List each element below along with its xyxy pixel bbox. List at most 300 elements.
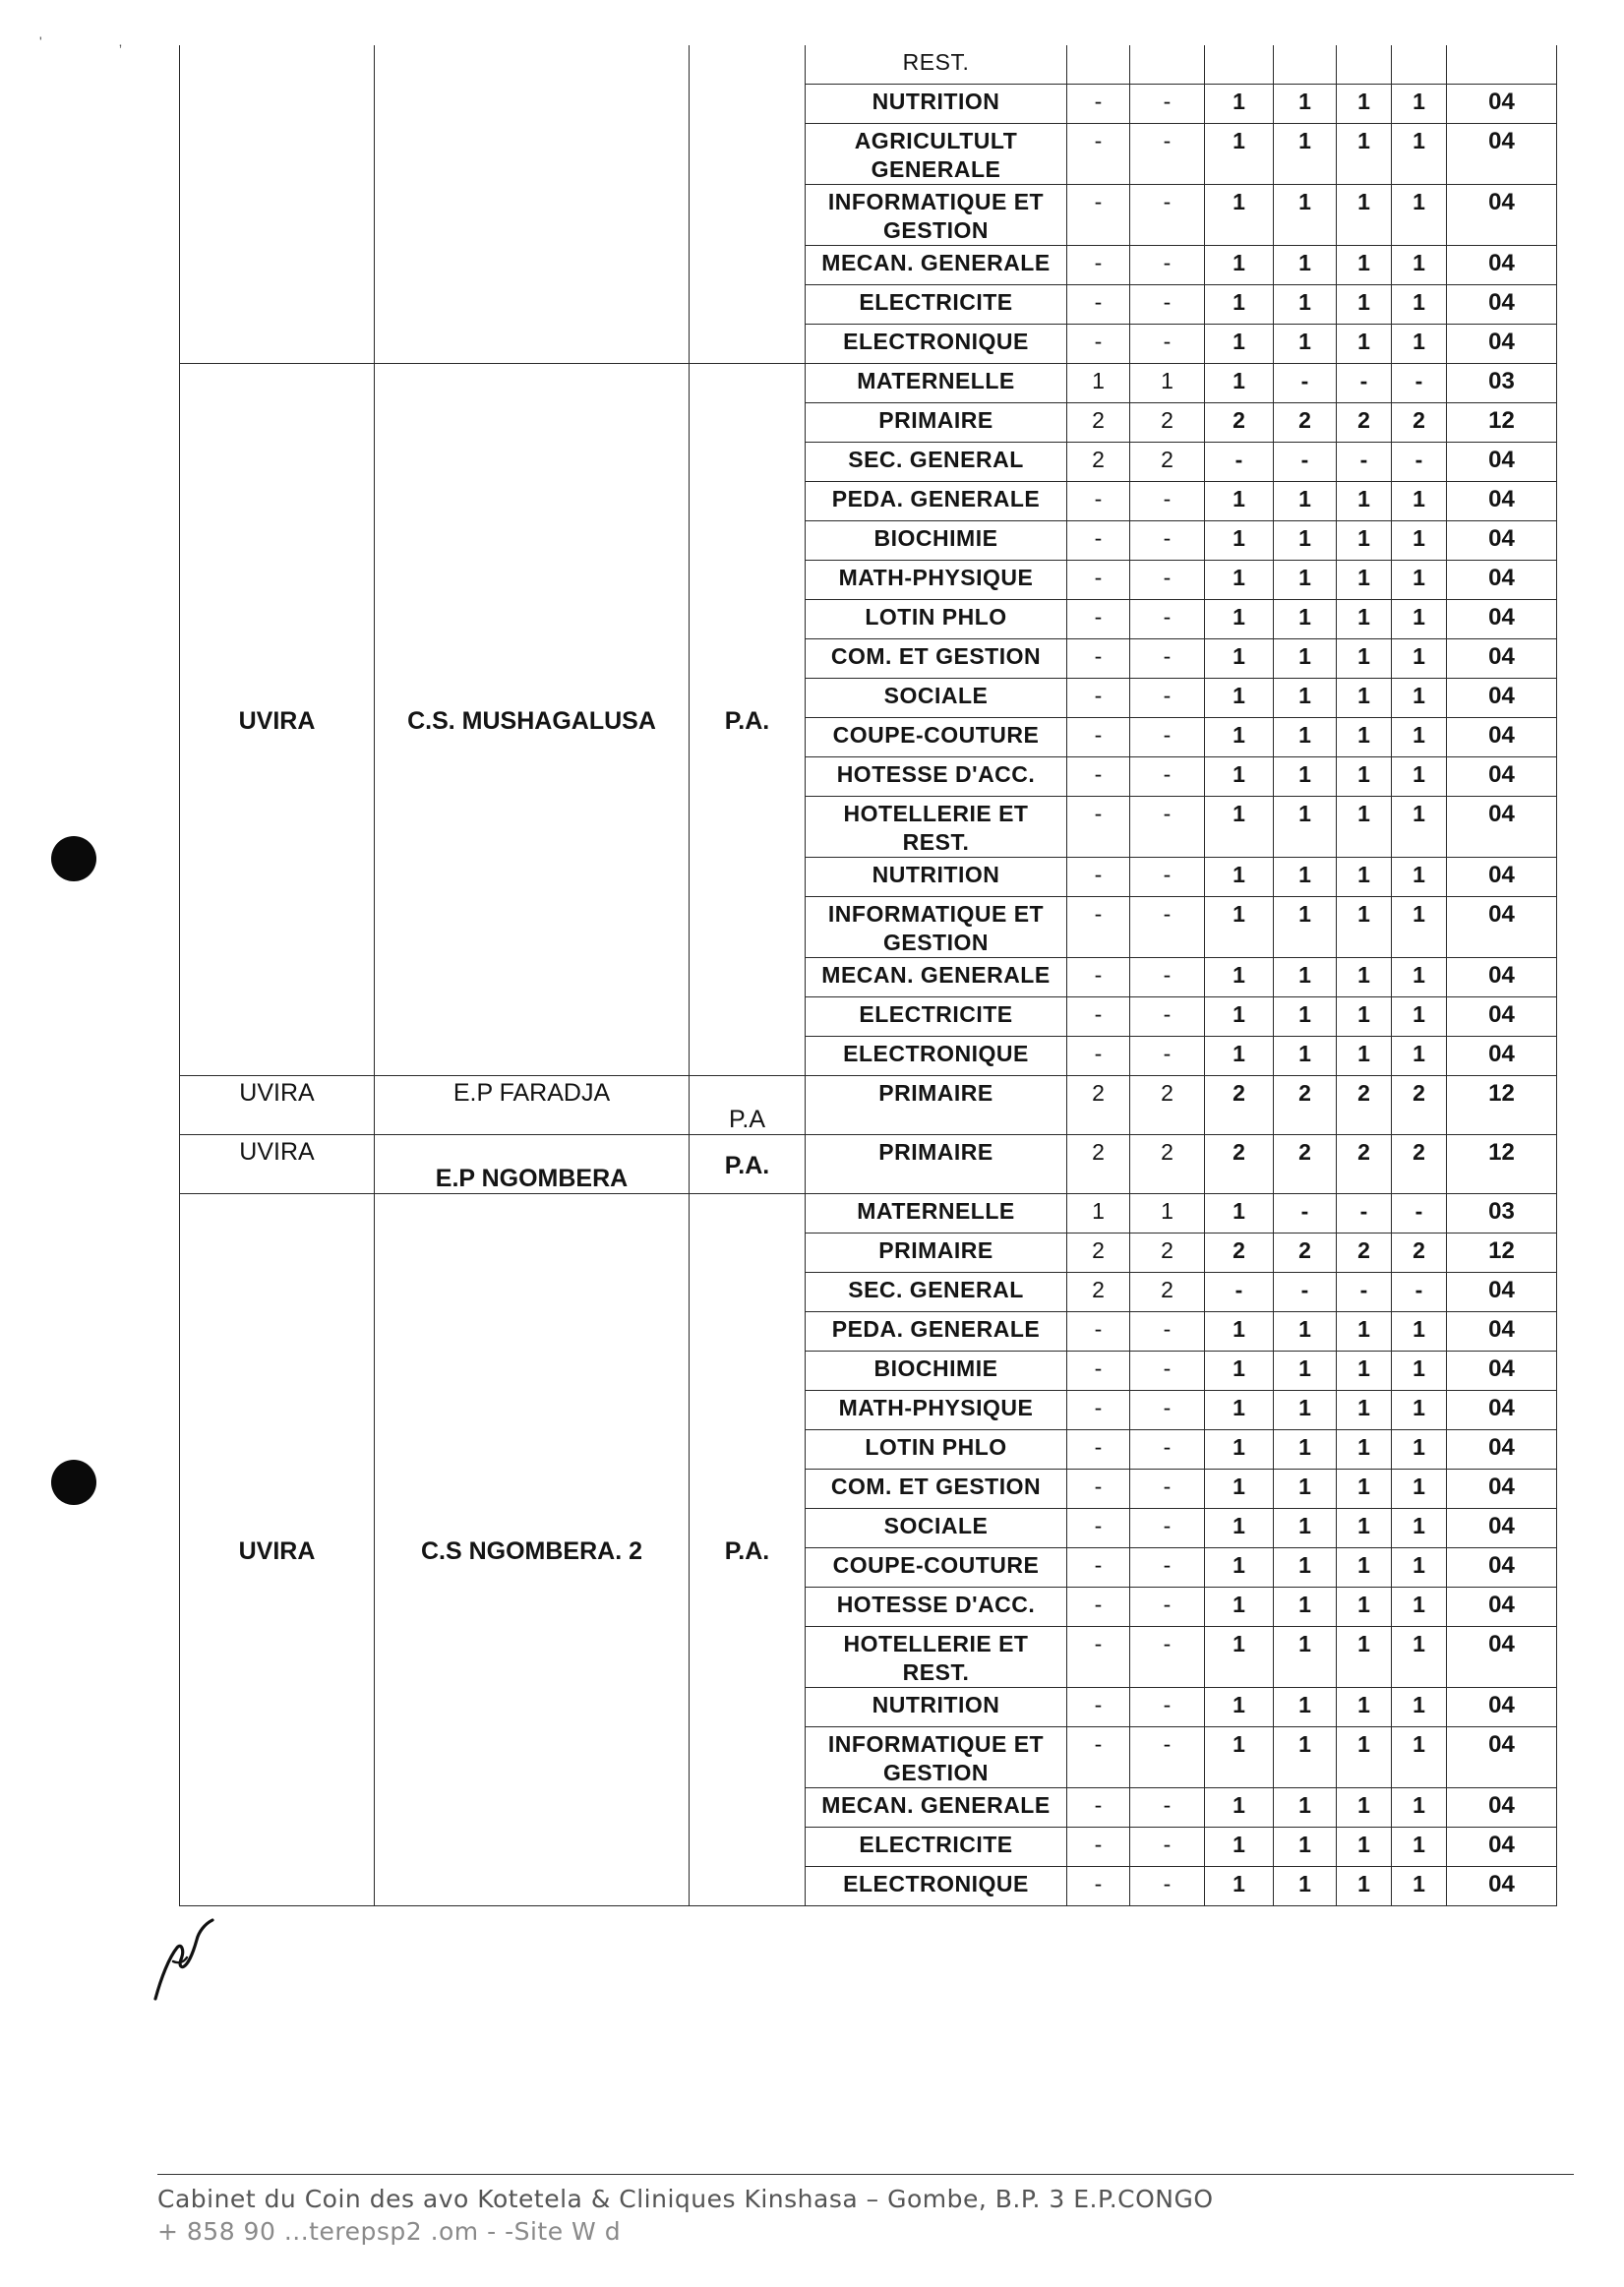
count-cell-c6: 1 xyxy=(1392,1548,1447,1588)
count-cell-c5: - xyxy=(1337,1194,1392,1234)
count-cell-c3: 1 xyxy=(1205,185,1274,246)
option-cell-continued: REST. xyxy=(806,45,1067,85)
count-cell-c3: 1 xyxy=(1205,639,1274,679)
count-cell-c5: 1 xyxy=(1337,1627,1392,1688)
count-cell-c2: 1 xyxy=(1130,364,1205,403)
count-cell-c4: - xyxy=(1274,1273,1337,1312)
region-cell-continued xyxy=(180,45,375,364)
count-cell-c2: - xyxy=(1130,858,1205,897)
count-cell-c6: 1 xyxy=(1392,997,1447,1037)
count-cell-c1: 2 xyxy=(1067,1076,1130,1135)
count-cell-c2: - xyxy=(1130,1788,1205,1828)
count-cell-c4: 1 xyxy=(1274,1548,1337,1588)
count-cell-c1: 1 xyxy=(1067,364,1130,403)
table-row xyxy=(180,1194,1557,1234)
count-cell-c1: 2 xyxy=(1067,1234,1130,1273)
count-cell-c3: 1 xyxy=(1205,897,1274,958)
count-cell-c6: 1 xyxy=(1392,1688,1447,1727)
school-cell: E.P NGOMBERA xyxy=(375,1135,690,1194)
count-cell-c1: - xyxy=(1067,85,1130,124)
count-cell-c5: 1 xyxy=(1337,1430,1392,1470)
count-cell-c1: - xyxy=(1067,639,1130,679)
count-cell-c2: - xyxy=(1130,1627,1205,1688)
count-cell-c5: 2 xyxy=(1337,1076,1392,1135)
count-cell-c3: 1 xyxy=(1205,1627,1274,1688)
region-cell: UVIRA xyxy=(180,1076,375,1135)
total-cell: 04 xyxy=(1447,124,1557,185)
count-cell-c4: 1 xyxy=(1274,1627,1337,1688)
count-cell-c4: 1 xyxy=(1274,797,1337,858)
type-cell: P.A. xyxy=(690,1135,806,1194)
count-cell-c4: 1 xyxy=(1274,185,1337,246)
count-cell-c2: 2 xyxy=(1130,443,1205,482)
count-cell-c4: 1 xyxy=(1274,1352,1337,1391)
count-cell-c3: 1 xyxy=(1205,1352,1274,1391)
table-row xyxy=(180,1076,1557,1135)
total-cell: 04 xyxy=(1447,1352,1557,1391)
count-cell-c5: 1 xyxy=(1337,958,1392,997)
count-cell-c4: 1 xyxy=(1274,639,1337,679)
count-cell-c5: 1 xyxy=(1337,679,1392,718)
empty-cell xyxy=(1274,45,1337,85)
count-cell-c4: 2 xyxy=(1274,1135,1337,1194)
count-cell-c6: 1 xyxy=(1392,1470,1447,1509)
count-cell-c4: 1 xyxy=(1274,897,1337,958)
count-cell-c3: 1 xyxy=(1205,858,1274,897)
count-cell-c3: 1 xyxy=(1205,1788,1274,1828)
count-cell-c5: 1 xyxy=(1337,757,1392,797)
count-cell-c3: 1 xyxy=(1205,1828,1274,1867)
staffing-table xyxy=(179,45,1557,1906)
count-cell-c1: - xyxy=(1067,521,1130,561)
count-cell-c1: - xyxy=(1067,600,1130,639)
option-cell: ELECTRICITE xyxy=(806,1828,1067,1867)
count-cell-c2: - xyxy=(1130,285,1205,325)
option-cell: BIOCHIMIE xyxy=(806,1352,1067,1391)
count-cell-c6: 1 xyxy=(1392,639,1447,679)
count-cell-c5: 1 xyxy=(1337,897,1392,958)
count-cell-c1: - xyxy=(1067,1688,1130,1727)
total-cell: 04 xyxy=(1447,1391,1557,1430)
count-cell-c2: - xyxy=(1130,1470,1205,1509)
option-cell: SOCIALE xyxy=(806,1509,1067,1548)
count-cell-c5: 1 xyxy=(1337,1509,1392,1548)
count-cell-c3: 1 xyxy=(1205,997,1274,1037)
option-cell: NUTRITION xyxy=(806,85,1067,124)
count-cell-c1: - xyxy=(1067,1509,1130,1548)
count-cell-c2: - xyxy=(1130,1548,1205,1588)
count-cell-c3: 1 xyxy=(1205,124,1274,185)
count-cell-c3: 1 xyxy=(1205,285,1274,325)
count-cell-c3: 1 xyxy=(1205,718,1274,757)
count-cell-c6: 1 xyxy=(1392,85,1447,124)
count-cell-c5: - xyxy=(1337,443,1392,482)
count-cell-c5: 1 xyxy=(1337,1391,1392,1430)
table-row xyxy=(180,1135,1557,1194)
count-cell-c5: 1 xyxy=(1337,639,1392,679)
option-cell: SEC. GENERAL xyxy=(806,1273,1067,1312)
count-cell-c4: 1 xyxy=(1274,1867,1337,1906)
count-cell-c5: 1 xyxy=(1337,600,1392,639)
count-cell-c5: 1 xyxy=(1337,1037,1392,1076)
count-cell-c6: 1 xyxy=(1392,482,1447,521)
count-cell-c5: 1 xyxy=(1337,246,1392,285)
count-cell-c3: 1 xyxy=(1205,958,1274,997)
total-cell: 12 xyxy=(1447,1076,1557,1135)
option-cell: PRIMAIRE xyxy=(806,1076,1067,1135)
empty-cell xyxy=(1337,45,1392,85)
option-cell: HOTELLERIE ET REST. xyxy=(806,1627,1067,1688)
count-cell-c1: 2 xyxy=(1067,1135,1130,1194)
count-cell-c5: 1 xyxy=(1337,1470,1392,1509)
count-cell-c3: 1 xyxy=(1205,1548,1274,1588)
count-cell-c1: - xyxy=(1067,124,1130,185)
count-cell-c1: - xyxy=(1067,1788,1130,1828)
count-cell-c1: - xyxy=(1067,325,1130,364)
option-cell: MECAN. GENERALE xyxy=(806,958,1067,997)
option-cell: INFORMATIQUE ET GESTION xyxy=(806,1727,1067,1788)
count-cell-c1: - xyxy=(1067,997,1130,1037)
total-cell: 04 xyxy=(1447,797,1557,858)
count-cell-c3: 1 xyxy=(1205,482,1274,521)
count-cell-c4: 1 xyxy=(1274,757,1337,797)
count-cell-c4: 2 xyxy=(1274,403,1337,443)
table-body xyxy=(180,45,1557,1906)
option-cell: SOCIALE xyxy=(806,679,1067,718)
count-cell-c3: 2 xyxy=(1205,1234,1274,1273)
count-cell-c1: - xyxy=(1067,246,1130,285)
count-cell-c4: 1 xyxy=(1274,285,1337,325)
count-cell-c6: - xyxy=(1392,443,1447,482)
total-cell: 04 xyxy=(1447,897,1557,958)
count-cell-c3: 1 xyxy=(1205,679,1274,718)
count-cell-c3: 1 xyxy=(1205,600,1274,639)
count-cell-c2: - xyxy=(1130,1430,1205,1470)
count-cell-c6: 1 xyxy=(1392,1312,1447,1352)
count-cell-c2: - xyxy=(1130,246,1205,285)
option-cell: COM. ET GESTION xyxy=(806,639,1067,679)
count-cell-c1: - xyxy=(1067,1391,1130,1430)
region-cell: UVIRA xyxy=(180,1194,375,1906)
count-cell-c5: 1 xyxy=(1337,124,1392,185)
option-cell: ELECTRICITE xyxy=(806,285,1067,325)
count-cell-c2: - xyxy=(1130,997,1205,1037)
count-cell-c2: - xyxy=(1130,1727,1205,1788)
count-cell-c5: 1 xyxy=(1337,1312,1392,1352)
count-cell-c3: 1 xyxy=(1205,1037,1274,1076)
count-cell-c5: 1 xyxy=(1337,718,1392,757)
count-cell-c4: 1 xyxy=(1274,1037,1337,1076)
empty-cell xyxy=(1067,45,1130,85)
total-cell: 12 xyxy=(1447,403,1557,443)
count-cell-c6: 1 xyxy=(1392,1391,1447,1430)
count-cell-c6: 1 xyxy=(1392,797,1447,858)
school-cell: C.S. MUSHAGALUSA xyxy=(375,364,690,1076)
signature-mark xyxy=(148,1918,226,2007)
count-cell-c2: - xyxy=(1130,185,1205,246)
count-cell-c1: - xyxy=(1067,561,1130,600)
count-cell-c3: 1 xyxy=(1205,1509,1274,1548)
count-cell-c2: 2 xyxy=(1130,1273,1205,1312)
count-cell-c5: 1 xyxy=(1337,1548,1392,1588)
count-cell-c2: - xyxy=(1130,85,1205,124)
type-cell-continued xyxy=(690,45,806,364)
option-cell: MATH-PHYSIQUE xyxy=(806,561,1067,600)
total-cell: 04 xyxy=(1447,958,1557,997)
total-cell: 04 xyxy=(1447,561,1557,600)
count-cell-c1: - xyxy=(1067,1312,1130,1352)
count-cell-c4: - xyxy=(1274,364,1337,403)
option-cell: NUTRITION xyxy=(806,1688,1067,1727)
total-cell: 04 xyxy=(1447,1430,1557,1470)
option-cell: ELECTRONIQUE xyxy=(806,1037,1067,1076)
count-cell-c1: - xyxy=(1067,858,1130,897)
option-cell: PEDA. GENERALE xyxy=(806,482,1067,521)
count-cell-c6: 1 xyxy=(1392,718,1447,757)
count-cell-c5: 1 xyxy=(1337,85,1392,124)
region-cell: UVIRA xyxy=(180,364,375,1076)
count-cell-c2: - xyxy=(1130,1867,1205,1906)
empty-cell xyxy=(1130,45,1205,85)
total-cell: 04 xyxy=(1447,1727,1557,1788)
option-cell: PRIMAIRE xyxy=(806,403,1067,443)
count-cell-c2: - xyxy=(1130,482,1205,521)
count-cell-c2: - xyxy=(1130,1509,1205,1548)
count-cell-c4: 1 xyxy=(1274,958,1337,997)
option-cell: MATERNELLE xyxy=(806,364,1067,403)
empty-cell xyxy=(1392,45,1447,85)
count-cell-c1: - xyxy=(1067,1037,1130,1076)
count-cell-c6: 1 xyxy=(1392,600,1447,639)
count-cell-c2: - xyxy=(1130,1828,1205,1867)
total-cell: 03 xyxy=(1447,364,1557,403)
total-cell: 04 xyxy=(1447,858,1557,897)
count-cell-c3: 1 xyxy=(1205,364,1274,403)
total-cell: 04 xyxy=(1447,85,1557,124)
count-cell-c4: 1 xyxy=(1274,1312,1337,1352)
count-cell-c6: 1 xyxy=(1392,325,1447,364)
count-cell-c1: - xyxy=(1067,679,1130,718)
count-cell-c1: - xyxy=(1067,1430,1130,1470)
count-cell-c6: 2 xyxy=(1392,1234,1447,1273)
total-cell: 04 xyxy=(1447,482,1557,521)
option-cell: BIOCHIMIE xyxy=(806,521,1067,561)
count-cell-c2: - xyxy=(1130,797,1205,858)
total-cell: 04 xyxy=(1447,600,1557,639)
count-cell-c4: 1 xyxy=(1274,679,1337,718)
count-cell-c2: - xyxy=(1130,521,1205,561)
count-cell-c6: 1 xyxy=(1392,561,1447,600)
count-cell-c1: 2 xyxy=(1067,403,1130,443)
count-cell-c2: - xyxy=(1130,561,1205,600)
count-cell-c2: - xyxy=(1130,600,1205,639)
count-cell-c1: - xyxy=(1067,958,1130,997)
count-cell-c2: - xyxy=(1130,1312,1205,1352)
count-cell-c4: 1 xyxy=(1274,561,1337,600)
total-cell: 04 xyxy=(1447,757,1557,797)
type-cell: P.A. xyxy=(690,1194,806,1906)
count-cell-c4: 1 xyxy=(1274,600,1337,639)
count-cell-c3: 1 xyxy=(1205,325,1274,364)
total-cell: 04 xyxy=(1447,443,1557,482)
school-cell-continued xyxy=(375,45,690,364)
table-row xyxy=(180,45,1557,85)
count-cell-c6: 1 xyxy=(1392,757,1447,797)
count-cell-c4: 1 xyxy=(1274,325,1337,364)
count-cell-c2: - xyxy=(1130,325,1205,364)
count-cell-c1: 1 xyxy=(1067,1194,1130,1234)
count-cell-c6: 2 xyxy=(1392,1135,1447,1194)
count-cell-c4: 1 xyxy=(1274,1788,1337,1828)
count-cell-c6: 1 xyxy=(1392,285,1447,325)
count-cell-c4: 1 xyxy=(1274,1828,1337,1867)
count-cell-c3: - xyxy=(1205,443,1274,482)
count-cell-c5: 1 xyxy=(1337,482,1392,521)
option-cell: LOTIN PHLO xyxy=(806,600,1067,639)
count-cell-c2: 1 xyxy=(1130,1194,1205,1234)
count-cell-c6: 1 xyxy=(1392,1727,1447,1788)
total-cell: 04 xyxy=(1447,246,1557,285)
count-cell-c4: 1 xyxy=(1274,246,1337,285)
count-cell-c2: - xyxy=(1130,718,1205,757)
footer-line-2: + 858 90 ...terepsp2 .om - -Site W d xyxy=(157,2217,622,2246)
count-cell-c6: 1 xyxy=(1392,1352,1447,1391)
count-cell-c4: - xyxy=(1274,1194,1337,1234)
count-cell-c6: 1 xyxy=(1392,858,1447,897)
count-cell-c6: 1 xyxy=(1392,679,1447,718)
option-cell: INFORMATIQUE ET GESTION xyxy=(806,185,1067,246)
count-cell-c5: 1 xyxy=(1337,997,1392,1037)
count-cell-c4: 2 xyxy=(1274,1234,1337,1273)
total-cell: 04 xyxy=(1447,285,1557,325)
count-cell-c1: - xyxy=(1067,185,1130,246)
count-cell-c1: 2 xyxy=(1067,443,1130,482)
count-cell-c1: - xyxy=(1067,482,1130,521)
count-cell-c2: - xyxy=(1130,897,1205,958)
total-cell: 04 xyxy=(1447,1788,1557,1828)
count-cell-c1: - xyxy=(1067,1867,1130,1906)
option-cell: INFORMATIQUE ET GESTION xyxy=(806,897,1067,958)
count-cell-c6: - xyxy=(1392,1273,1447,1312)
option-cell: PRIMAIRE xyxy=(806,1135,1067,1194)
count-cell-c3: 1 xyxy=(1205,757,1274,797)
count-cell-c5: 2 xyxy=(1337,1135,1392,1194)
count-cell-c1: - xyxy=(1067,1470,1130,1509)
count-cell-c5: 1 xyxy=(1337,1688,1392,1727)
count-cell-c6: 1 xyxy=(1392,124,1447,185)
count-cell-c3: 1 xyxy=(1205,1470,1274,1509)
count-cell-c5: - xyxy=(1337,364,1392,403)
count-cell-c2: - xyxy=(1130,1588,1205,1627)
count-cell-c5: - xyxy=(1337,1273,1392,1312)
total-cell: 04 xyxy=(1447,1588,1557,1627)
total-cell: 04 xyxy=(1447,679,1557,718)
school-cell: C.S NGOMBERA. 2 xyxy=(375,1194,690,1906)
count-cell-c4: 1 xyxy=(1274,997,1337,1037)
school-cell: E.P FARADJA xyxy=(375,1076,690,1135)
count-cell-c6: 1 xyxy=(1392,1430,1447,1470)
count-cell-c3: 2 xyxy=(1205,403,1274,443)
count-cell-c1: - xyxy=(1067,718,1130,757)
count-cell-c1: - xyxy=(1067,757,1130,797)
count-cell-c3: 1 xyxy=(1205,797,1274,858)
count-cell-c5: 1 xyxy=(1337,797,1392,858)
table-row xyxy=(180,364,1557,403)
total-cell: 04 xyxy=(1447,1627,1557,1688)
count-cell-c3: 1 xyxy=(1205,1194,1274,1234)
count-cell-c4: 2 xyxy=(1274,1076,1337,1135)
option-cell: MECAN. GENERALE xyxy=(806,1788,1067,1828)
count-cell-c4: 1 xyxy=(1274,1588,1337,1627)
total-cell: 12 xyxy=(1447,1135,1557,1194)
total-cell: 04 xyxy=(1447,1688,1557,1727)
option-cell: MATERNELLE xyxy=(806,1194,1067,1234)
type-cell: P.A xyxy=(690,1076,806,1135)
total-cell: 04 xyxy=(1447,1828,1557,1867)
count-cell-c3: 2 xyxy=(1205,1076,1274,1135)
count-cell-c3: 1 xyxy=(1205,1727,1274,1788)
count-cell-c3: 1 xyxy=(1205,1588,1274,1627)
count-cell-c5: 1 xyxy=(1337,858,1392,897)
count-cell-c4: 1 xyxy=(1274,1509,1337,1548)
count-cell-c2: 2 xyxy=(1130,403,1205,443)
count-cell-c1: - xyxy=(1067,285,1130,325)
option-cell: MATH-PHYSIQUE xyxy=(806,1391,1067,1430)
count-cell-c2: - xyxy=(1130,958,1205,997)
count-cell-c3: 1 xyxy=(1205,1688,1274,1727)
count-cell-c3: 1 xyxy=(1205,1867,1274,1906)
type-cell: P.A. xyxy=(690,364,806,1076)
count-cell-c4: 1 xyxy=(1274,1430,1337,1470)
count-cell-c2: - xyxy=(1130,1037,1205,1076)
count-cell-c1: - xyxy=(1067,897,1130,958)
count-cell-c5: 1 xyxy=(1337,1788,1392,1828)
count-cell-c5: 2 xyxy=(1337,1234,1392,1273)
count-cell-c2: - xyxy=(1130,679,1205,718)
count-cell-c4: 1 xyxy=(1274,124,1337,185)
option-cell: AGRICULTULT GENERALE xyxy=(806,124,1067,185)
total-cell: 04 xyxy=(1447,1470,1557,1509)
count-cell-c4: 1 xyxy=(1274,718,1337,757)
count-cell-c4: 1 xyxy=(1274,1727,1337,1788)
count-cell-c2: - xyxy=(1130,124,1205,185)
count-cell-c4: 1 xyxy=(1274,521,1337,561)
count-cell-c4: 1 xyxy=(1274,1391,1337,1430)
total-cell: 04 xyxy=(1447,1867,1557,1906)
count-cell-c1: - xyxy=(1067,1727,1130,1788)
count-cell-c5: 2 xyxy=(1337,403,1392,443)
count-cell-c4: 1 xyxy=(1274,1688,1337,1727)
option-cell: LOTIN PHLO xyxy=(806,1430,1067,1470)
total-cell: 04 xyxy=(1447,325,1557,364)
count-cell-c6: 1 xyxy=(1392,1828,1447,1867)
count-cell-c6: - xyxy=(1392,364,1447,403)
empty-cell xyxy=(1447,45,1557,85)
count-cell-c5: 1 xyxy=(1337,1588,1392,1627)
count-cell-c6: 1 xyxy=(1392,1588,1447,1627)
total-cell: 04 xyxy=(1447,521,1557,561)
count-cell-c6: 2 xyxy=(1392,403,1447,443)
region-cell: UVIRA xyxy=(180,1135,375,1194)
count-cell-c1: - xyxy=(1067,797,1130,858)
option-cell: ELECTRONIQUE xyxy=(806,325,1067,364)
count-cell-c5: 1 xyxy=(1337,561,1392,600)
count-cell-c6: 1 xyxy=(1392,1509,1447,1548)
count-cell-c2: - xyxy=(1130,1391,1205,1430)
count-cell-c3: 1 xyxy=(1205,85,1274,124)
count-cell-c5: 1 xyxy=(1337,1727,1392,1788)
option-cell: HOTESSE D'ACC. xyxy=(806,1588,1067,1627)
